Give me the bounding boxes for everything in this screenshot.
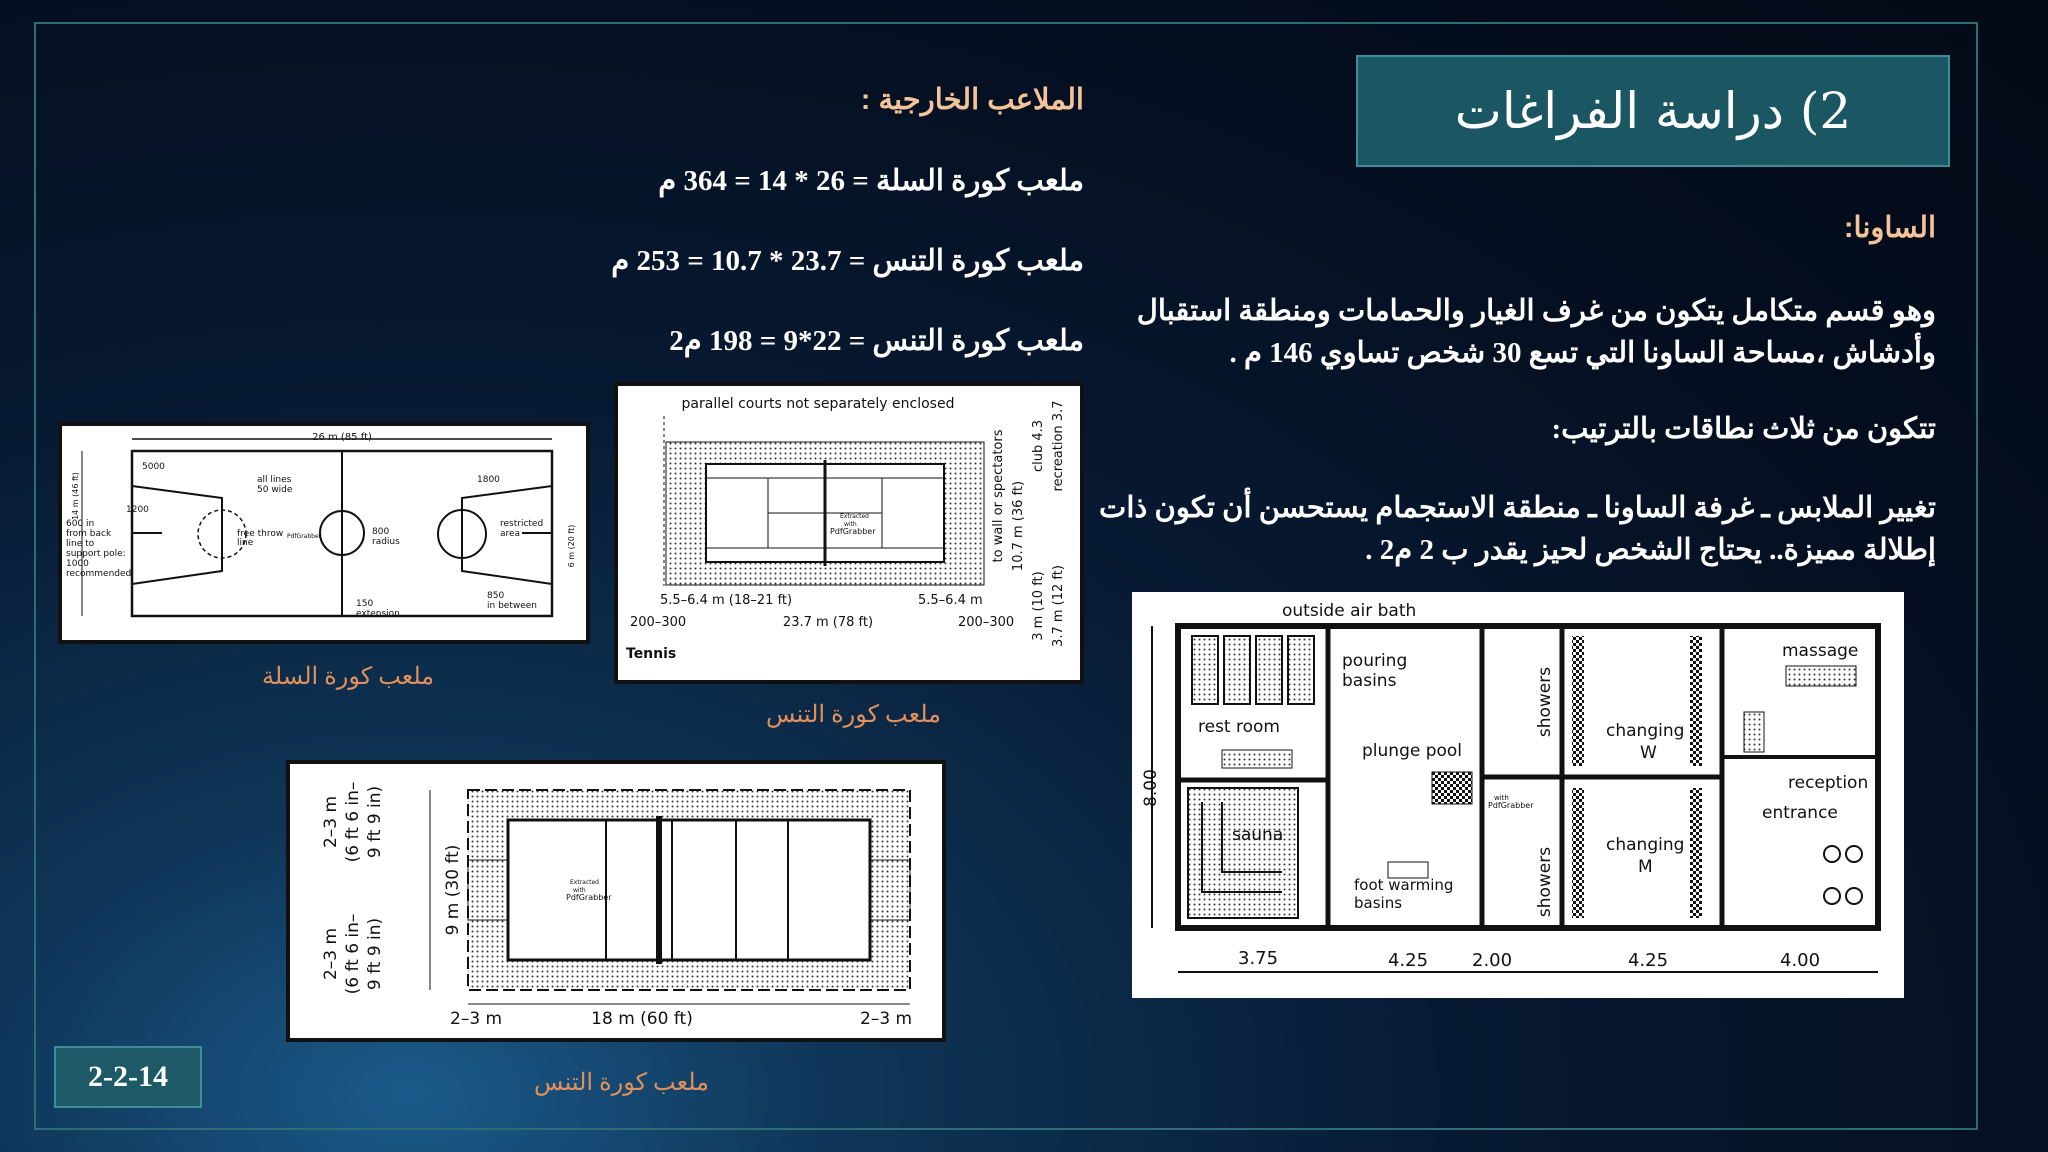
svg-text:2–3 m: 2–3 m (450, 1009, 503, 1029)
svg-text:to wall or spectators: to wall or spectators (991, 429, 1006, 563)
svg-text:1800: 1800 (477, 475, 500, 485)
svg-text:3.7 m (12 ft): 3.7 m (12 ft) (1051, 565, 1066, 647)
svg-text:PdfGrabber: PdfGrabber (1488, 801, 1534, 810)
svg-text:basins: basins (1342, 671, 1397, 691)
svg-text:3.75: 3.75 (1238, 948, 1279, 969)
svg-text:Tennis: Tennis (626, 646, 677, 662)
caption-basketball: ملعب كورة السلة (262, 664, 435, 690)
svg-text:3 m (10 ft): 3 m (10 ft) (1031, 571, 1046, 641)
svg-text:massage: massage (1782, 641, 1859, 661)
svg-text:changing: changing (1606, 835, 1685, 855)
svg-text:2–3 m: 2–3 m (321, 927, 341, 981)
svg-text:6 m (20 ft): 6 m (20 ft) (567, 524, 576, 568)
svg-text:150: 150 (356, 599, 374, 609)
svg-text:9 m (30 ft): 9 m (30 ft) (443, 844, 463, 936)
svg-text:PdfGrabber: PdfGrabber (830, 527, 876, 536)
svg-text:basins: basins (1354, 894, 1403, 912)
sauna-paragraph-3: تغيير الملابس ـ غرفة الساونا ـ منطقة الاستجمام يستحسن أن تكون ذات إطلالة مميزة.. يحتاج الشخص لحيز يقدر ب 2 م2 . (1099, 492, 1936, 566)
svg-text:8.00: 8.00 (1141, 769, 1161, 807)
svg-text:4.25: 4.25 (1388, 950, 1429, 971)
slide-title-box (1356, 55, 1950, 167)
svg-text:200–300: 200–300 (958, 615, 1015, 630)
sauna-heading: الساونا: (1843, 212, 1936, 244)
svg-text:in between: in between (487, 601, 537, 611)
svg-text:plunge pool: plunge pool (1362, 741, 1463, 761)
tennis-court-svg (618, 386, 1080, 680)
svg-text:9 ft 9 in): 9 ft 9 in) (365, 917, 385, 991)
svg-text:23.7 m (78 ft): 23.7 m (78 ft) (782, 615, 874, 630)
svg-text:5.5–6.4 m (18–21 ft): 5.5–6.4 m (18–21 ft) (660, 593, 793, 608)
svg-text:radius: radius (372, 537, 400, 547)
svg-text:10.7 m (36 ft): 10.7 m (36 ft) (1011, 480, 1026, 572)
svg-text:800: 800 (372, 527, 390, 537)
page-number: 2-2-14 (88, 1060, 168, 1093)
svg-text:26 m (85 ft): 26 m (85 ft) (312, 432, 372, 443)
outdoor-line-3: ملعب كورة التنس = 22*9 = 198 م2 (669, 325, 1084, 357)
svg-text:changing: changing (1606, 721, 1685, 741)
svg-text:4.25: 4.25 (1628, 950, 1669, 971)
svg-text:2.00: 2.00 (1472, 950, 1513, 971)
outdoor-line-2: ملعب كورة التنس = 23.7 * 10.7 = 253 م (611, 245, 1084, 277)
svg-text:with: with (1494, 794, 1509, 802)
sauna-paragraph-1: وهو قسم متكامل يتكون من غرف الغيار والحمامات ومنطقة استقبال وأدشاش ،مساحة الساونا التي تسع 30 شخص تساوي 146 م . (1136, 295, 1936, 369)
slide-title: 2) دراسة الفراغات (1454, 82, 1852, 140)
svg-text:recreation 3.7: recreation 3.7 (1051, 400, 1066, 492)
sauna-floor-plan (1132, 592, 1904, 998)
svg-text:5000: 5000 (142, 462, 165, 472)
basketball-court-drawing (58, 422, 590, 644)
svg-text:14 m (46 ft): 14 m (46 ft) (71, 472, 80, 520)
caption-tennis-bottom: ملعب كورة التنس (534, 1070, 709, 1096)
svg-text:2–3 m: 2–3 m (860, 1009, 913, 1029)
svg-text:free throw: free throw (237, 529, 284, 539)
svg-text:2–3 m: 2–3 m (321, 795, 341, 849)
page-number-box (54, 1046, 202, 1108)
svg-text:showers: showers (1535, 666, 1555, 738)
svg-text:pouring: pouring (1342, 651, 1408, 671)
svg-text:PdfGrabber: PdfGrabber (566, 893, 612, 902)
outdoor-heading: الملاعب الخارجية : (860, 84, 1084, 116)
svg-text:line to: line to (66, 539, 95, 549)
svg-text:foot warming: foot warming (1354, 876, 1454, 894)
svg-text:reception: reception (1788, 773, 1869, 793)
outdoor-line-1: ملعب كورة السلة = 26 * 14 = 364 م (658, 165, 1084, 197)
svg-text:recommended: recommended (66, 569, 132, 579)
court2-drawing (286, 760, 946, 1042)
basketball-court-svg (62, 426, 586, 640)
court2-svg (290, 764, 942, 1038)
svg-text:200–300: 200–300 (630, 615, 687, 630)
svg-text:4.00: 4.00 (1780, 950, 1821, 971)
caption-tennis-top: ملعب كورة التنس (766, 702, 941, 728)
sauna-plan-svg (1132, 592, 1904, 998)
svg-text:parallel courts not separately: parallel courts not separately enclosed (681, 396, 955, 412)
svg-text:sauna: sauna (1232, 825, 1284, 845)
svg-text:rest room: rest room (1198, 717, 1280, 737)
svg-text:from back: from back (66, 529, 112, 539)
svg-text:with: with (844, 521, 857, 528)
svg-text:(6 ft 6 in–: (6 ft 6 in– (343, 913, 363, 995)
svg-text:600 in: 600 in (66, 519, 95, 529)
svg-text:18 m (60 ft): 18 m (60 ft) (591, 1009, 693, 1029)
svg-text:PdfGrabber: PdfGrabber (287, 533, 322, 540)
svg-text:(6 ft 6 in–: (6 ft 6 in– (343, 781, 363, 863)
svg-text:line: line (237, 538, 254, 548)
svg-text:5.5–6.4 m: 5.5–6.4 m (918, 593, 983, 608)
svg-text:outside air bath: outside air bath (1282, 601, 1417, 621)
svg-text:1200: 1200 (126, 505, 149, 515)
svg-text:9 ft 9 in): 9 ft 9 in) (365, 785, 385, 859)
svg-text:showers: showers (1535, 846, 1555, 918)
svg-text:entrance: entrance (1762, 803, 1838, 823)
svg-text:1000: 1000 (66, 559, 89, 569)
svg-text:extension: extension (356, 609, 400, 619)
svg-text:850: 850 (487, 591, 505, 601)
svg-text:Extracted: Extracted (840, 513, 869, 520)
svg-text:W: W (1640, 743, 1657, 763)
svg-text:with: with (573, 887, 586, 894)
sauna-paragraph-2: تتكون من ثلاث نطاقات بالترتيب: (1551, 413, 1936, 445)
svg-text:M: M (1638, 857, 1653, 877)
svg-text:all lines: all lines (257, 475, 292, 485)
svg-text:50 wide: 50 wide (257, 485, 293, 495)
svg-text:Extracted: Extracted (570, 879, 599, 886)
svg-text:support pole:: support pole: (66, 549, 126, 559)
svg-text:club 4.3: club 4.3 (1031, 419, 1046, 473)
tennis-court-drawing (614, 382, 1084, 684)
svg-text:restricted: restricted (500, 519, 544, 529)
svg-text:area: area (500, 529, 521, 539)
